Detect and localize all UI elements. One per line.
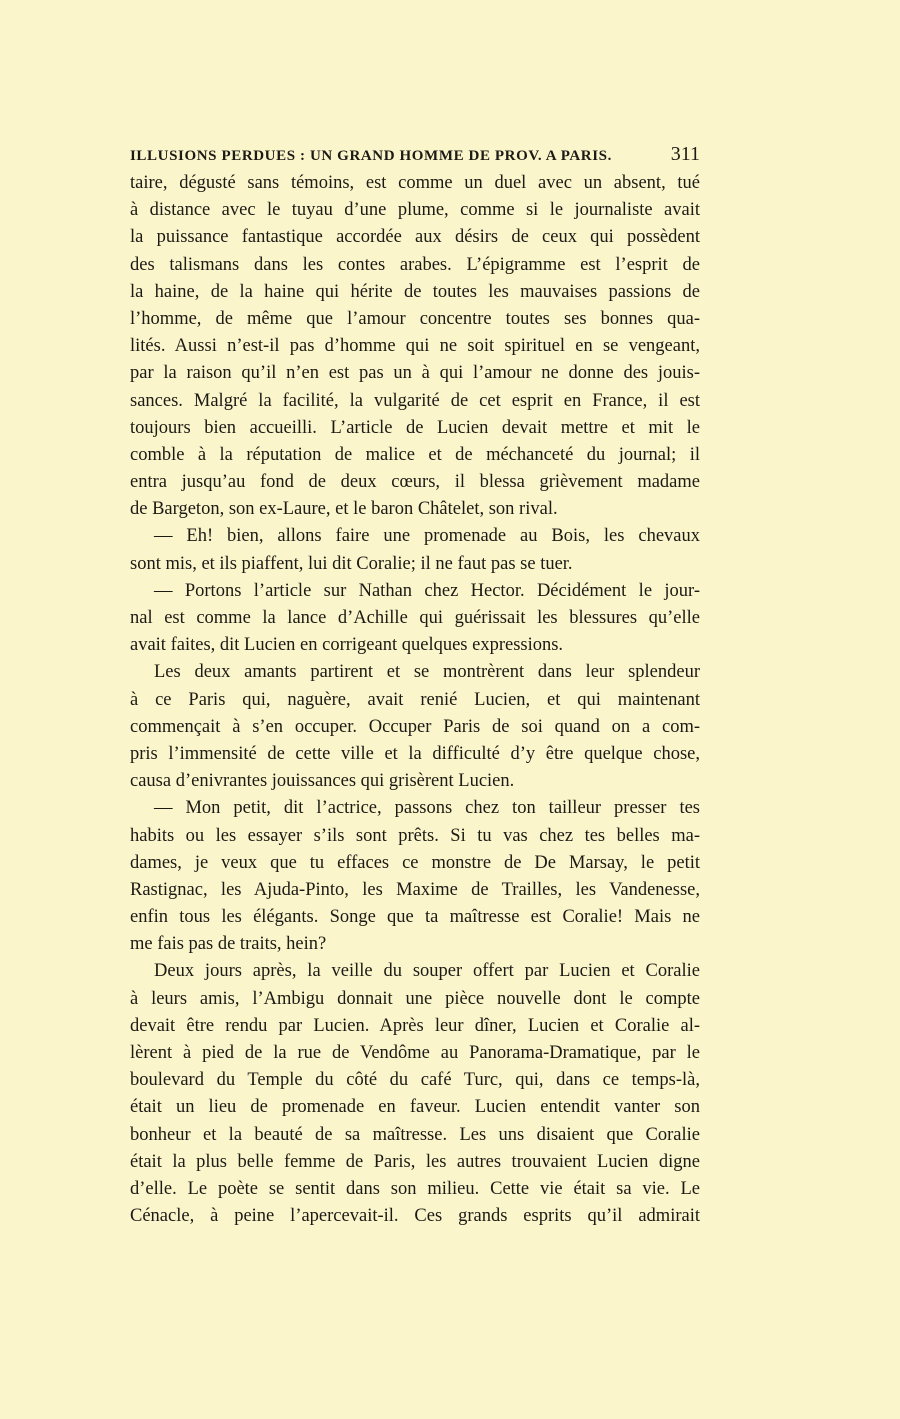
text-line: Les deux amants partirent et se montrèrent dans leur splendeur [154, 662, 700, 683]
text-line: sances. Malgré la facilité, la vulgarité de cet esprit en France, il est [130, 390, 700, 411]
text-line: devait être rendu par Lucien. Après leur dîner, Lucien et Coralie al- [130, 1015, 700, 1036]
paragraph [130, 523, 700, 577]
text-line: d’elle. Le poète se sentit dans son milieu. Cette vie était sa vie. Le [130, 1178, 700, 1199]
text-line: Deux jours après, la veille du souper offert par Lucien et Coralie [154, 961, 700, 982]
text-line: Rastignac, les Ajuda-Pinto, les Maxime de Trailles, les Vandenesse, [130, 879, 700, 900]
text-line: sont mis, et ils piaffent, lui dit Coralie; il ne faut pas se tuer. [130, 553, 573, 574]
text-line: la haine, de la haine qui hérite de toutes les mauvaises passions de [130, 281, 700, 302]
text-line: commençait à s’en occuper. Occuper Paris de soi quand on a com- [130, 716, 700, 737]
text-line: était la plus belle femme de Paris, les autres trouvaient Lucien digne [130, 1151, 700, 1172]
text-line: à ce Paris qui, naguère, avait renié Lucien, et qui maintenant [130, 689, 700, 710]
text-line: avait faites, dit Lucien en corrigeant quelques expressions. [130, 635, 564, 656]
text-line: de Bargeton, son ex-Laure, et le baron Châtelet, son rival. [130, 499, 558, 520]
text-line: habits ou les essayer s’ils sont prêts. Si tu vas chez tes belles ma- [130, 825, 700, 846]
text-line: par la raison qu’il n’en est pas un à qui l’amour ne donne des jouis- [130, 363, 700, 384]
text-line: — Mon petit, dit l’actrice, passons chez ton tailleur presser tes [154, 798, 700, 819]
text-line: dames, je veux que tu effaces ce monstre de De Marsay, le petit [130, 852, 700, 873]
running-title: ILLUSIONS PERDUES : UN GRAND HOMME DE PROV. A PARIS. [130, 148, 612, 164]
paragraph [130, 170, 700, 523]
text-line: à leurs amis, l’Ambigu donnait une pièce nouvelle dont le compte [130, 988, 700, 1009]
text-line: des talismans dans les contes arabes. L’épigramme est l’esprit de [130, 254, 700, 275]
text-line: boulevard du Temple du côté du café Turc, qui, dans ce temps-là, [130, 1070, 700, 1091]
paragraph [130, 958, 700, 1230]
text-line: lités. Aussi n’est-il pas d’homme qui ne soit spirituel en se vengeant, [130, 336, 700, 357]
paragraph [130, 659, 700, 795]
text-line: bonheur et la beauté de sa maîtresse. Les uns disaient que Coralie [130, 1124, 700, 1145]
text-line: pris l’immensité de cette ville et la difficulté d’y être quelque chose, [130, 743, 700, 764]
running-header [130, 143, 700, 167]
text-line: — Eh! bien, allons faire une promenade au Bois, les chevaux [154, 526, 700, 547]
text-line: lèrent à pied de la rue de Vendôme au Panorama-Dramatique, par le [130, 1043, 700, 1063]
text-line: à distance avec le tuyau d’une plume, comme si le journaliste avait [130, 200, 700, 221]
paragraph [130, 578, 700, 660]
text-line: l’homme, de même que l’amour concentre toutes ses bonnes qua- [130, 308, 700, 329]
text-line: taire, dégusté sans témoins, est comme un duel avec un absent, tué [130, 173, 700, 193]
text-line: nal est comme la lance d’Achille qui guérissait les blessures qu’elle [130, 608, 700, 628]
text-line: Cénacle, à peine l’apercevait-il. Ces grands esprits qu’il admirait [130, 1206, 700, 1227]
text-line: comble à la réputation de malice et de méchanceté du journal; il [130, 444, 700, 465]
page-number: 311 [670, 143, 700, 165]
text-line: causa d’enivrantes jouissances qui grisèrent Lucien. [130, 771, 515, 792]
text-line: entra jusqu’au fond de deux cœurs, il blessa grièvement madame [130, 472, 700, 493]
body-text [130, 170, 700, 1230]
text-line: était un lieu de promenade en faveur. Lucien entendit vanter son [130, 1097, 700, 1118]
text-line: la puissance fantastique accordée aux désirs de ceux qui possèdent [130, 227, 700, 248]
text-line: — Portons l’article sur Nathan chez Hector. Décidément le jour- [154, 580, 700, 601]
text-line: enfin tous les élégants. Songe que ta maîtresse est Coralie! Mais ne [130, 907, 700, 928]
paragraph [130, 795, 700, 958]
text-line: me fais pas de traits, hein? [130, 934, 327, 955]
text-line: toujours bien accueilli. L’article de Lucien devait mettre et mit le [130, 417, 700, 438]
